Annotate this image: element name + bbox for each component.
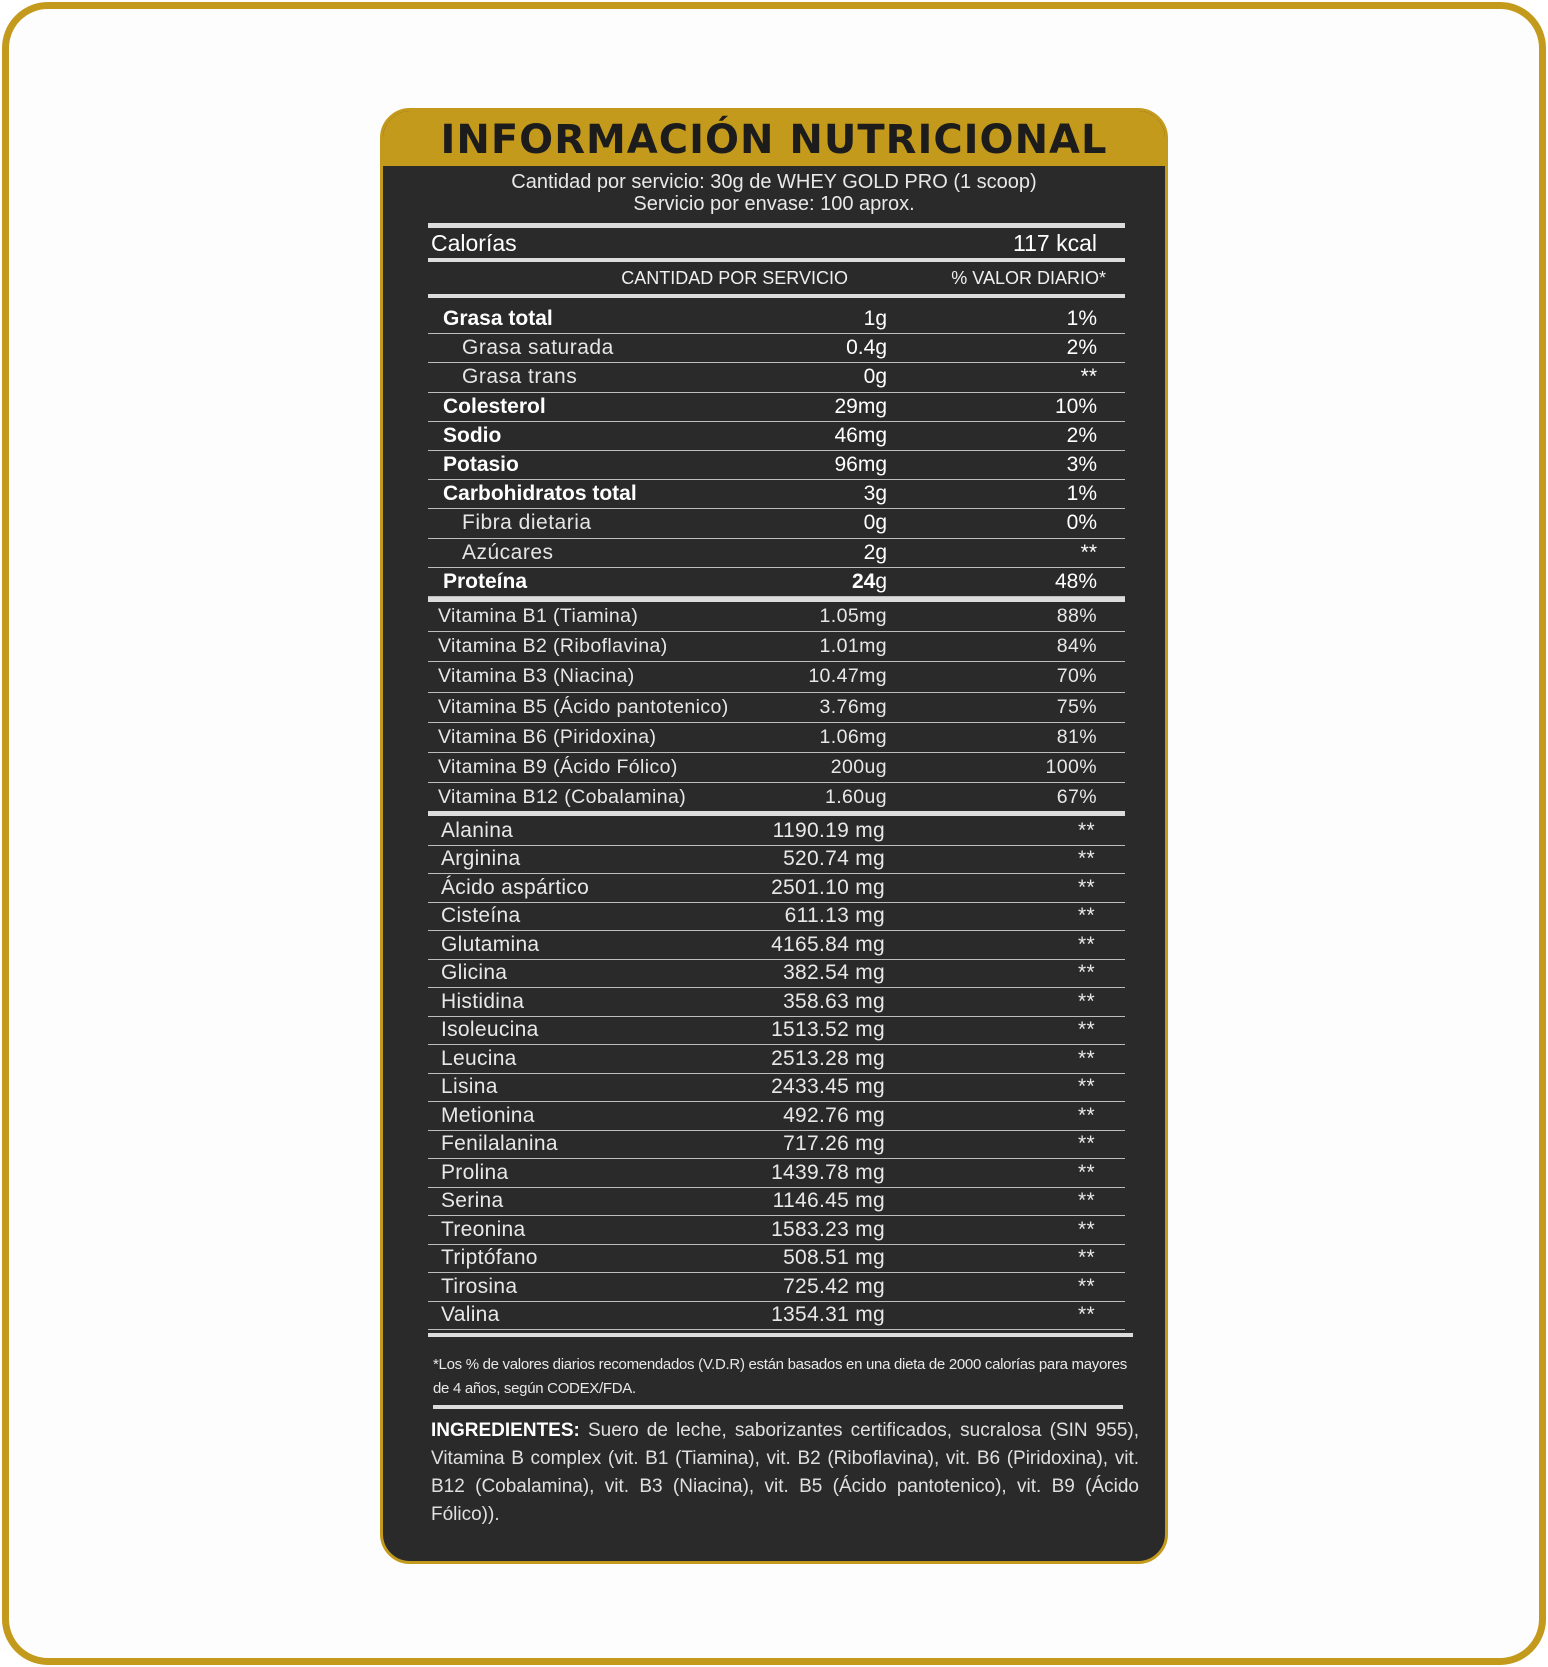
amino-acid-amount: 1354.31 mg [771, 1303, 885, 1327]
amino-acid-row [428, 817, 1125, 846]
amino-acid-row [428, 903, 1125, 932]
amino-acid-name: Lisina [441, 1075, 498, 1099]
amino-acid-amount: 508.51 mg [783, 1246, 885, 1270]
nutrient-daily-value: 48% [1054, 569, 1097, 593]
vitamin-daily-value: 70% [1056, 665, 1097, 688]
amino-acid-daily-value: ** [1078, 961, 1095, 985]
calories-value: 117 kcal [1013, 229, 1097, 256]
nutrient-name: Grasa saturada [462, 336, 614, 360]
vitamin-name: Vitamina B5 (Ácido pantotenico) [438, 695, 729, 718]
vitamins-table [428, 602, 1125, 813]
nutrient-amount: 24g [851, 569, 887, 593]
nutrient-daily-value: 2% [1066, 336, 1097, 360]
amino-acid-amount: 358.63 mg [783, 989, 885, 1013]
vitamin-daily-value: 100% [1045, 756, 1097, 779]
amino-acid-name: Tirosina [441, 1274, 518, 1298]
amino-acid-name: Histidina [441, 989, 525, 1013]
serving-info [383, 171, 1165, 215]
footnote: *Los % de valores diarios recomendados (V.D.R) están basados en una dieta de 2000 calorías para mayores de 4 años, según CODEX/FDA. [433, 1356, 1127, 1397]
amino-acid-amount: 611.13 mg [784, 904, 885, 928]
amino-acid-daily-value: ** [1078, 1303, 1095, 1327]
nutrient-row [428, 480, 1125, 509]
vitamin-row [428, 602, 1125, 632]
nutrient-amount: 0g [863, 511, 887, 535]
amino-acid-amount: 1146.45 mg [772, 1189, 885, 1213]
nutrient-row [428, 451, 1125, 480]
column-dv-header: % VALOR DIARIO* [951, 267, 1106, 288]
vitamin-amount: 3.76mg [819, 695, 887, 718]
amino-acid-name: Triptófano [441, 1246, 538, 1270]
ingredients-label: INGREDIENTES: [431, 1420, 580, 1441]
amino-acid-row [428, 846, 1125, 875]
vitamin-daily-value: 67% [1056, 786, 1097, 809]
nutrient-amount: 2g [863, 540, 887, 564]
amino-acid-amount: 2433.45 mg [771, 1075, 885, 1099]
amino-acid-row [428, 1045, 1125, 1074]
ingredients [431, 1417, 1139, 1529]
vitamin-amount: 1.01mg [819, 635, 887, 658]
calories-section [428, 228, 1125, 298]
amino-acid-daily-value: ** [1078, 904, 1095, 928]
nutrient-name: Proteína [443, 569, 528, 593]
title-bar [383, 111, 1165, 166]
nutrient-amount: 0g [863, 365, 887, 389]
amino-acid-row [428, 1245, 1125, 1274]
amino-rule [428, 811, 1125, 816]
amino-acid-daily-value: ** [1078, 1246, 1095, 1270]
vitamin-daily-value: 81% [1056, 725, 1097, 748]
nutrient-name: Carbohidratos total [443, 482, 637, 506]
amino-acid-amount: 4165.84 mg [771, 932, 885, 956]
amino-acid-daily-value: ** [1078, 875, 1095, 899]
vitamin-row [428, 783, 1125, 813]
amino-acids-table [428, 817, 1125, 1330]
amino-acid-daily-value: ** [1078, 1046, 1095, 1070]
nutrient-daily-value: 1% [1066, 307, 1097, 331]
ingredients-rule [433, 1405, 1123, 1409]
vitamin-amount: 1.60ug [824, 786, 887, 809]
amino-acid-row [428, 1159, 1125, 1188]
vitamin-name: Vitamina B6 (Piridoxina) [438, 725, 657, 748]
nutrient-daily-value: 10% [1054, 394, 1097, 418]
vitamin-row [428, 662, 1125, 692]
amino-acid-row [428, 1017, 1125, 1046]
amino-acid-daily-value: ** [1078, 1075, 1095, 1099]
amino-acid-name: Metionina [441, 1103, 535, 1127]
nutrient-daily-value: 1% [1066, 482, 1097, 506]
amino-acid-row [428, 1273, 1125, 1302]
amino-acid-daily-value: ** [1078, 1274, 1095, 1298]
amino-acid-amount: 492.76 mg [783, 1103, 885, 1127]
amino-acid-daily-value: ** [1078, 1217, 1095, 1241]
nutrient-row [428, 422, 1125, 451]
vitamin-daily-value: 84% [1056, 635, 1097, 658]
amino-acid-daily-value: ** [1078, 1103, 1095, 1127]
vitamin-daily-value: 75% [1056, 695, 1097, 718]
nutrient-daily-value: 0% [1066, 511, 1097, 535]
vitamin-amount: 1.05mg [819, 605, 887, 628]
amino-acid-row [428, 1216, 1125, 1245]
vitamin-row [428, 632, 1125, 662]
ingredients-text: Suero de leche, saborizantes certificados, sucralosa (SIN 955), Vitamina B complex (vit. B1 (Tiamina), vit. B2 (Riboflavina), vit. B6 (Piridoxina), vit. B12 (Cobalamina), vit. B3 (Niacina), vit. B5 (Ácido pantotenico), vit. B9 (Ácido Fólico)). [431, 1420, 1139, 1525]
calories-row [428, 228, 1125, 262]
nutrient-name: Grasa total [443, 307, 553, 331]
vitamin-name: Vitamina B3 (Niacina) [438, 665, 635, 688]
vitamin-amount: 10.47mg [808, 665, 887, 688]
nutrient-name: Sodio [443, 423, 502, 447]
amino-acid-row [428, 988, 1125, 1017]
amino-acid-daily-value: ** [1078, 1189, 1095, 1213]
nutrient-row [428, 568, 1125, 597]
amino-acid-daily-value: ** [1078, 1132, 1095, 1156]
amino-acid-daily-value: ** [1078, 818, 1095, 842]
nutrient-amount: 0.4g [846, 336, 887, 360]
amino-acid-amount: 382.54 mg [783, 961, 885, 985]
vitamin-daily-value: 88% [1056, 605, 1097, 628]
nutrient-name: Colesterol [443, 394, 546, 418]
vitamin-amount: 200ug [830, 756, 887, 779]
nutrient-daily-value: 2% [1066, 423, 1097, 447]
nutrient-name: Azúcares [462, 540, 554, 564]
amino-acid-amount: 1439.78 mg [771, 1160, 885, 1184]
amino-acid-row [428, 931, 1125, 960]
vitamin-row [428, 723, 1125, 753]
amino-acid-name: Cisteína [441, 904, 521, 928]
amino-acid-amount: 725.42 mg [783, 1274, 885, 1298]
nutrient-daily-value: ** [1080, 365, 1097, 389]
amino-acid-daily-value: ** [1078, 1160, 1095, 1184]
nutrient-daily-value: 3% [1066, 453, 1097, 477]
calories-label: Calorías [431, 229, 517, 256]
nutrient-name: Grasa trans [462, 365, 578, 389]
nutrient-amount: 29mg [834, 394, 887, 418]
amino-acid-amount: 1190.19 mg [772, 818, 885, 842]
amino-acid-row [428, 1102, 1125, 1131]
nutrition-panel [380, 108, 1168, 1564]
nutrients-table [428, 305, 1125, 597]
nutrient-row [428, 539, 1125, 568]
amino-acid-name: Glutamina [441, 932, 540, 956]
footnote-rule [428, 1333, 1133, 1337]
amino-acid-name: Treonina [441, 1217, 526, 1241]
amino-acid-name: Valina [441, 1303, 500, 1327]
amino-acid-name: Alanina [441, 818, 514, 842]
vitamin-name: Vitamina B1 (Tiamina) [438, 605, 639, 628]
protein-amount-number: 24 [851, 569, 876, 593]
column-amount-header: CANTIDAD POR SERVICIO [621, 267, 848, 288]
nutrient-amount: 1g [863, 307, 887, 331]
nutrient-row [428, 305, 1125, 334]
vitamin-name: Vitamina B2 (Riboflavina) [438, 635, 668, 658]
amino-acid-row [428, 874, 1125, 903]
amino-acid-name: Fenilalanina [441, 1132, 558, 1156]
nutrient-amount: 3g [863, 482, 887, 506]
amino-acid-amount: 2513.28 mg [771, 1046, 885, 1070]
nutrient-amount: 46mg [834, 423, 887, 447]
amino-acid-row [428, 1074, 1125, 1103]
nutrient-row [428, 509, 1125, 538]
amino-acid-name: Prolina [441, 1160, 509, 1184]
vitamin-row [428, 753, 1125, 783]
amino-acid-daily-value: ** [1078, 847, 1095, 871]
amino-acid-amount: 2501.10 mg [771, 875, 885, 899]
serving-size: Cantidad por servicio: 30g de WHEY GOLD PRO (1 scoop) [511, 171, 1037, 193]
amino-acid-amount: 1513.52 mg [771, 1018, 885, 1042]
nutrient-name: Fibra dietaria [462, 511, 592, 535]
amino-acid-name: Glicina [441, 961, 508, 985]
amino-acid-name: Isoleucina [441, 1018, 539, 1042]
vitamin-name: Vitamina B12 (Cobalamina) [438, 786, 687, 809]
vitamin-amount: 1.06mg [819, 725, 887, 748]
vitamin-name: Vitamina B9 (Ácido Fólico) [438, 756, 678, 779]
amino-acid-name: Ácido aspártico [441, 875, 590, 899]
amino-acid-name: Serina [441, 1189, 504, 1213]
amino-acid-row [428, 1131, 1125, 1160]
amino-acid-row [428, 960, 1125, 989]
nutrient-daily-value: ** [1080, 540, 1097, 564]
vitamin-row [428, 693, 1125, 723]
amino-acid-amount: 1583.23 mg [771, 1217, 885, 1241]
amino-acid-name: Leucina [441, 1046, 517, 1070]
nutrient-name: Potasio [443, 453, 519, 477]
nutrient-row [428, 393, 1125, 422]
amino-acid-amount: 520.74 mg [783, 847, 885, 871]
amino-acid-daily-value: ** [1078, 1018, 1095, 1042]
amino-acid-daily-value: ** [1078, 989, 1095, 1013]
amino-acid-row [428, 1302, 1125, 1331]
amino-acid-daily-value: ** [1078, 932, 1095, 956]
nutrient-amount: 96mg [834, 453, 887, 477]
amino-acid-amount: 717.26 mg [783, 1132, 885, 1156]
label-title: INFORMACIÓN NUTRICIONAL [440, 116, 1108, 163]
servings-per-container: Servicio por envase: 100 aprox. [633, 193, 915, 215]
amino-acid-name: Arginina [441, 847, 521, 871]
column-header-row [428, 262, 1125, 298]
amino-acid-row [428, 1188, 1125, 1217]
nutrient-row [428, 363, 1125, 392]
nutrient-row [428, 334, 1125, 363]
